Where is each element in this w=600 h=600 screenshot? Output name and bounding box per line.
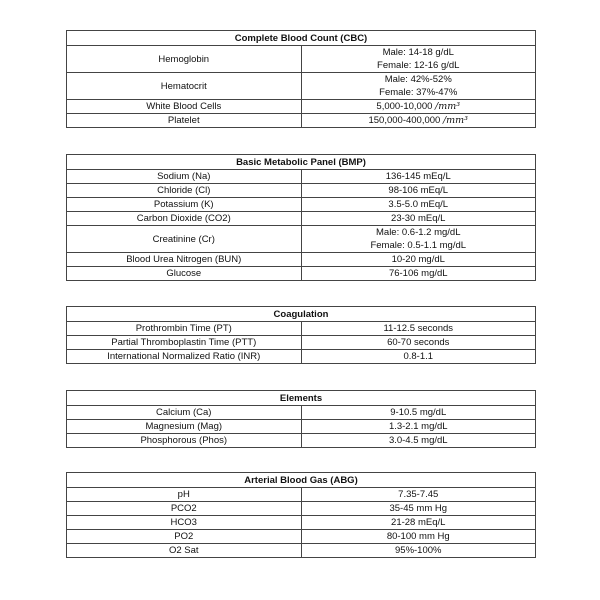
reference-range: 21-28 mEq/L	[301, 516, 536, 530]
range-line: Female: 12-16 g/dL	[377, 60, 460, 71]
table-header-row	[67, 307, 536, 322]
test-name: Magnesium (Mag)	[67, 420, 302, 434]
coagulation-title: Coagulation	[67, 307, 536, 322]
abg-table	[66, 472, 536, 558]
table-header-row	[67, 31, 536, 46]
reference-range: 3.0-4.5 mg/dL	[301, 434, 536, 448]
table-row	[67, 322, 536, 336]
range-unit: /mm³	[435, 101, 461, 112]
elements-title: Elements	[67, 391, 536, 406]
table-row	[67, 73, 536, 100]
reference-range: 11-12.5 seconds	[301, 322, 536, 336]
test-name: International Normalized Ratio (INR)	[67, 350, 302, 364]
table-header-row	[67, 473, 536, 488]
range-line: Female: 0.5-1.1 mg/dL	[370, 240, 467, 251]
reference-range: 7.35-7.45	[301, 488, 536, 502]
reference-range	[301, 100, 536, 114]
range-line: Male: 42%-52%	[384, 74, 452, 85]
test-name: PCO2	[67, 502, 302, 516]
test-name: Hemoglobin	[67, 46, 302, 73]
range-unit: /mm³	[442, 115, 468, 126]
table-row	[67, 406, 536, 420]
reference-range: 10-20 mg/dL	[301, 253, 536, 267]
test-name: White Blood Cells	[67, 100, 302, 114]
test-name: Potassium (K)	[67, 198, 302, 212]
reference-range: 80-100 mm Hg	[301, 530, 536, 544]
reference-range	[301, 226, 536, 253]
reference-range	[301, 46, 536, 73]
bmp-title: Basic Metabolic Panel (BMP)	[67, 155, 536, 170]
reference-range: 60-70 seconds	[301, 336, 536, 350]
reference-range: 95%-100%	[301, 544, 536, 558]
table-row	[67, 488, 536, 502]
table-row	[67, 544, 536, 558]
reference-range: 0.8-1.1	[301, 350, 536, 364]
reference-range: 35-45 mm Hg	[301, 502, 536, 516]
test-name: O2 Sat	[67, 544, 302, 558]
test-name: Calcium (Ca)	[67, 406, 302, 420]
test-name: Sodium (Na)	[67, 170, 302, 184]
reference-range: 136-145 mEq/L	[301, 170, 536, 184]
range-value: 5,000-10,000	[376, 101, 433, 112]
test-name: Chloride (Cl)	[67, 184, 302, 198]
table-row	[67, 198, 536, 212]
table-row	[67, 226, 536, 253]
test-name: Hematocrit	[67, 73, 302, 100]
elements-table	[66, 390, 536, 448]
table-row	[67, 114, 536, 128]
table-header-row	[67, 155, 536, 170]
test-name: Partial Thromboplastin Time (PTT)	[67, 336, 302, 350]
reference-range: 1.3-2.1 mg/dL	[301, 420, 536, 434]
test-name: Blood Urea Nitrogen (BUN)	[67, 253, 302, 267]
test-name: Prothrombin Time (PT)	[67, 322, 302, 336]
test-name: PO2	[67, 530, 302, 544]
table-row	[67, 516, 536, 530]
table-row	[67, 267, 536, 281]
table-row	[67, 420, 536, 434]
cbc-title: Complete Blood Count (CBC)	[67, 31, 536, 46]
coagulation-table	[66, 306, 536, 364]
test-name: Platelet	[67, 114, 302, 128]
reference-range: 98-106 mEq/L	[301, 184, 536, 198]
range-line: Female: 37%-47%	[379, 87, 458, 98]
table-header-row	[67, 391, 536, 406]
test-name: Creatinine (Cr)	[67, 226, 302, 253]
range-line: Male: 0.6-1.2 mg/dL	[376, 227, 461, 238]
test-name: HCO3	[67, 516, 302, 530]
table-row	[67, 46, 536, 73]
test-name: Glucose	[67, 267, 302, 281]
test-name: Phosphorous (Phos)	[67, 434, 302, 448]
table-row	[67, 350, 536, 364]
range-value: 150,000-400,000	[368, 115, 441, 126]
range-line: Male: 14-18 g/dL	[382, 47, 454, 58]
reference-range	[301, 73, 536, 100]
table-row	[67, 336, 536, 350]
table-row	[67, 530, 536, 544]
table-row	[67, 170, 536, 184]
cbc-table	[66, 30, 536, 128]
reference-range: 3.5-5.0 mEq/L	[301, 198, 536, 212]
table-row	[67, 212, 536, 226]
abg-title: Arterial Blood Gas (ABG)	[67, 473, 536, 488]
reference-range	[301, 114, 536, 128]
table-row	[67, 502, 536, 516]
table-row	[67, 184, 536, 198]
bmp-table	[66, 154, 536, 281]
test-name: Carbon Dioxide (CO2)	[67, 212, 302, 226]
test-name: pH	[67, 488, 302, 502]
reference-range: 9-10.5 mg/dL	[301, 406, 536, 420]
table-row	[67, 434, 536, 448]
reference-range: 76-106 mg/dL	[301, 267, 536, 281]
reference-range: 23-30 mEq/L	[301, 212, 536, 226]
table-row	[67, 100, 536, 114]
table-row	[67, 253, 536, 267]
